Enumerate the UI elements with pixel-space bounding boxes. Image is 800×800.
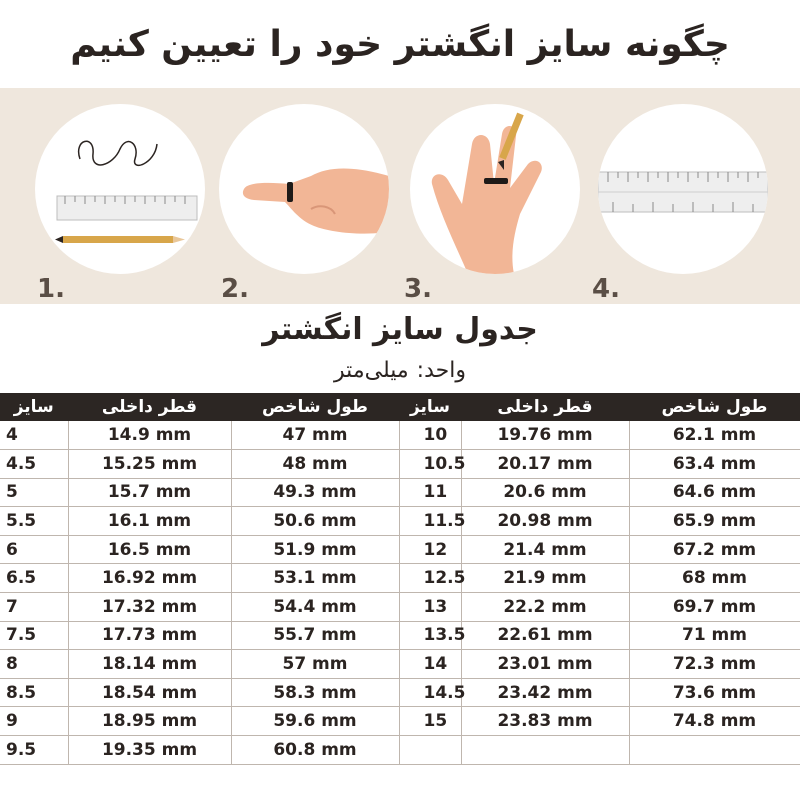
cell-inner-diameter: 16.1 mm (68, 507, 231, 536)
cell-size: 5.5 (0, 507, 68, 536)
cell-inner-diameter: 18.14 mm (68, 650, 231, 679)
cell-inner-diameter: 21.4 mm (461, 535, 629, 564)
ruler-measure-icon (598, 104, 768, 274)
cell-circumference: 62.1 mm (629, 421, 800, 450)
cell-circumference: 54.4 mm (231, 593, 399, 622)
cell-inner-diameter: 23.01 mm (461, 650, 629, 679)
finger-wrap-icon (219, 104, 389, 274)
cell-size: 7 (0, 593, 68, 622)
cell-inner-diameter (461, 736, 629, 765)
cell-size: 9.5 (0, 736, 68, 765)
step-1 (35, 104, 205, 304)
table-row (0, 564, 800, 593)
cell-inner-diameter: 19.76 mm (461, 421, 629, 450)
cell-size: 10 (399, 421, 461, 450)
cell-circumference: 49.3 mm (231, 478, 399, 507)
cell-size: 4 (0, 421, 68, 450)
cell-circumference: 67.2 mm (629, 535, 800, 564)
cell-size: 13.5 (399, 621, 461, 650)
cell-circumference: 58.3 mm (231, 678, 399, 707)
cell-inner-diameter: 15.7 mm (68, 478, 231, 507)
cell-size: 11 (399, 478, 461, 507)
cell-size: 8 (0, 650, 68, 679)
unit-label: واحد: (416, 357, 466, 383)
cell-circumference: 60.8 mm (231, 736, 399, 765)
table-row (0, 678, 800, 707)
page-title: چگونه سایز انگشتر خود را تعیین کنیم (70, 23, 730, 65)
table-header-row (0, 393, 800, 421)
cell-circumference: 51.9 mm (231, 535, 399, 564)
step-3 (404, 104, 580, 304)
cell-circumference: 64.6 mm (629, 478, 800, 507)
cell-size: 6 (0, 535, 68, 564)
cell-inner-diameter: 14.9 mm (68, 421, 231, 450)
cell-inner-diameter: 23.83 mm (461, 707, 629, 736)
cell-circumference (629, 736, 800, 765)
table-row (0, 707, 800, 736)
step-number: 2. (221, 274, 249, 304)
unit-value: میلی‌متر (334, 357, 409, 383)
cell-circumference: 74.8 mm (629, 707, 800, 736)
cell-inner-diameter: 18.54 mm (68, 678, 231, 707)
cell-inner-diameter: 20.98 mm (461, 507, 629, 536)
step-number: 4. (592, 274, 620, 304)
cell-circumference: 48 mm (231, 450, 399, 479)
table-row (0, 593, 800, 622)
cell-circumference: 63.4 mm (629, 450, 800, 479)
header-size: سایز (0, 393, 68, 421)
cell-inner-diameter: 17.32 mm (68, 593, 231, 622)
step-2 (219, 104, 389, 304)
table-row (0, 421, 800, 450)
cell-circumference: 50.6 mm (231, 507, 399, 536)
cell-circumference: 57 mm (231, 650, 399, 679)
cell-size: 10.5 (399, 450, 461, 479)
cell-size: 8.5 (0, 678, 68, 707)
cell-circumference: 71 mm (629, 621, 800, 650)
table-body (0, 421, 800, 764)
cell-circumference: 47 mm (231, 421, 399, 450)
table-row (0, 507, 800, 536)
table-row (0, 736, 800, 765)
cell-inner-diameter: 20.17 mm (461, 450, 629, 479)
cell-size (399, 736, 461, 765)
cell-size: 5 (0, 478, 68, 507)
cell-size: 4.5 (0, 450, 68, 479)
step-4 (592, 104, 768, 304)
cell-size: 6.5 (0, 564, 68, 593)
steps-band (0, 88, 800, 304)
cell-size: 9 (0, 707, 68, 736)
cell-inner-diameter: 20.6 mm (461, 478, 629, 507)
cell-size: 12 (399, 535, 461, 564)
table-row (0, 450, 800, 479)
table-row (0, 535, 800, 564)
cell-inner-diameter: 15.25 mm (68, 450, 231, 479)
cell-size: 14 (399, 650, 461, 679)
cell-circumference: 55.7 mm (231, 621, 399, 650)
header-inner-diameter: قطر داخلی (461, 393, 629, 421)
cell-circumference: 69.7 mm (629, 593, 800, 622)
cell-circumference: 72.3 mm (629, 650, 800, 679)
cell-size: 13 (399, 593, 461, 622)
cell-size: 15 (399, 707, 461, 736)
finger-mark-icon (410, 104, 580, 274)
cell-inner-diameter: 22.61 mm (461, 621, 629, 650)
cell-size: 12.5 (399, 564, 461, 593)
cell-inner-diameter: 17.73 mm (68, 621, 231, 650)
header-circumference: طول شاخص (629, 393, 800, 421)
table-row (0, 650, 800, 679)
cell-inner-diameter: 16.92 mm (68, 564, 231, 593)
ring-size-table (0, 393, 800, 765)
cell-inner-diameter: 21.9 mm (461, 564, 629, 593)
cell-circumference: 68 mm (629, 564, 800, 593)
cell-inner-diameter: 16.5 mm (68, 535, 231, 564)
cell-size: 11.5 (399, 507, 461, 536)
table-row (0, 621, 800, 650)
cell-size: 14.5 (399, 678, 461, 707)
cell-circumference: 53.1 mm (231, 564, 399, 593)
unit-line (0, 352, 800, 388)
header-circumference: طول شاخص (231, 393, 399, 421)
header-inner-diameter: قطر داخلی (68, 393, 231, 421)
cell-inner-diameter: 22.2 mm (461, 593, 629, 622)
cell-inner-diameter: 19.35 mm (68, 736, 231, 765)
header-size: سایز (399, 393, 461, 421)
table-title: جدول سایز انگشتر (262, 311, 538, 347)
cell-circumference: 59.6 mm (231, 707, 399, 736)
cell-circumference: 73.6 mm (629, 678, 800, 707)
cell-inner-diameter: 18.95 mm (68, 707, 231, 736)
cell-inner-diameter: 23.42 mm (461, 678, 629, 707)
string-ruler-pencil-icon (35, 104, 205, 274)
step-number: 1. (37, 274, 65, 304)
cell-circumference: 65.9 mm (629, 507, 800, 536)
step-number: 3. (404, 274, 432, 304)
table-row (0, 478, 800, 507)
cell-size: 7.5 (0, 621, 68, 650)
